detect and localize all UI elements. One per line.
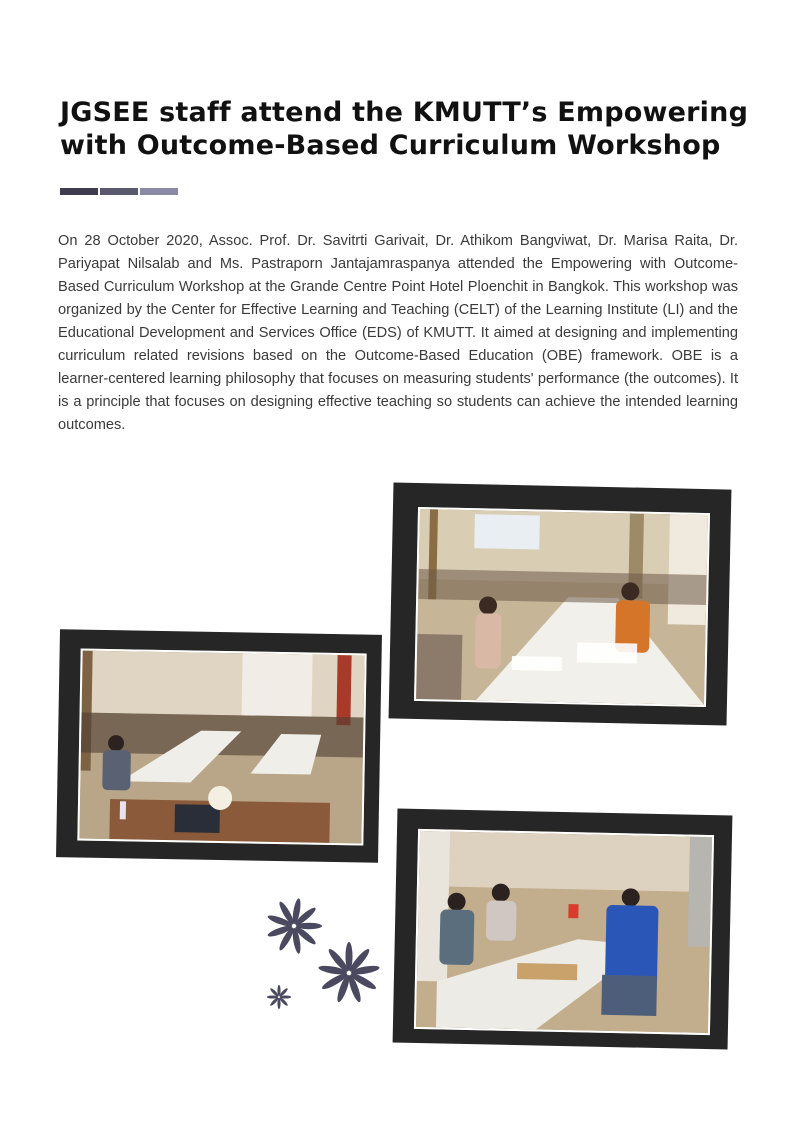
- flower-icon-small: [266, 984, 292, 1010]
- flower-icon-large: [318, 942, 380, 1004]
- article-body: On 28 October 2020, Assoc. Prof. Dr. Savitrti Garivait, Dr. Athikom Bangviwat, Dr. Marisa Raita, Dr. Pariyapat Nilsalab and Ms. Pastraporn Jantajamraspanya attended the Empowering with Outcome-Based Curriculum Workshop at the Grande Centre Point Hotel Ploenchit in Bangkok. This workshop was organized by the Center for Effective Learning and Teaching (CELT) of the Learning Institute (LI) and the Educational Development and Services Office (EDS) of KMUTT. It aimed at designing and implementing curriculum related revisions based on the Outcome-Based Education (OBE) framework. OBE is a learner-centered learning philosophy that focuses on measuring students' performance (the outcomes). It is a principle that focuses on designing effective teaching so students can achieve the intended learning outcomes.: [58, 233, 738, 433]
- workshop-photo-top-right: [414, 507, 710, 707]
- page-title: [60, 96, 750, 162]
- conference-room-image: [79, 651, 364, 844]
- flower-icon-medium: [264, 896, 324, 956]
- participants-table-image: [416, 831, 712, 1033]
- divider-segment: [60, 188, 98, 195]
- divider-segment: [100, 188, 138, 195]
- title-line-2: with Outcome-Based Curriculum Workshop: [60, 130, 721, 161]
- title-line-1: JGSEE staff attend the KMUTT’s Empowering: [60, 97, 749, 128]
- divider-segment: [140, 188, 178, 195]
- workshop-scene-image: [416, 509, 708, 705]
- workshop-photo-middle-left: [77, 649, 366, 846]
- workshop-photo-bottom-right: [414, 829, 714, 1035]
- title-divider: [60, 188, 178, 195]
